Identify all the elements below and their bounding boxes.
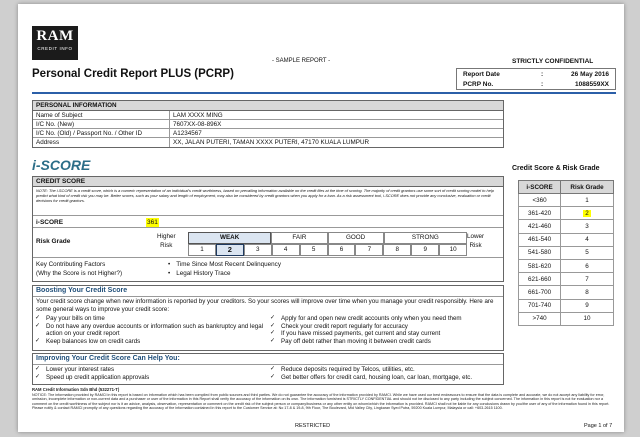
risk-grade-cell: 5 [300,244,328,256]
key-factor-item: • Legal History Trace [168,270,281,279]
improving-benefit: ✓ Speed up credit application approvals [33,374,268,382]
grade-table-grade: 4 [561,233,614,246]
key-factors-label: Key Contributing Factors (Why the Score is not Higher?) [36,261,123,277]
lower-risk-word: Risk [469,242,482,249]
higher-risk-word: Higher [157,233,176,240]
personal-information-heading: PERSONAL INFORMATION [33,101,503,111]
improving-benefits-right [268,366,503,381]
personal-info-row [33,111,503,120]
risk-band-strong: STRONG [384,232,467,244]
grade-table-score: <360 [519,194,561,207]
grade-table-row [519,194,614,207]
score-grade-table [518,180,614,326]
risk-grade-cell: 7 [355,244,383,256]
report-title: Personal Credit Report PLUS (PCRP) [32,68,234,80]
boosting-heading: Boosting Your Credit Score [33,286,503,297]
grade-table-score: 461-540 [519,233,561,246]
grade-table-row [519,233,614,246]
improving-benefits-left [33,366,268,381]
grade-table-grade: 8 [561,286,614,299]
restricted-label: RESTRICTED [295,423,331,429]
grade-table-grade: 10 [561,312,614,325]
grade-table-row [519,207,614,220]
selected-grade-highlight: 2 [585,209,589,217]
boosting-tip: ✓ Keep balances low on credit cards [33,338,268,346]
improving-benefit: ✓ Lower your interest rates [33,366,268,374]
footer-company: RAM Credit Information Sdn Bhd (532271-T) [32,387,120,392]
meta-row [457,69,615,79]
personal-info-key: Address [33,138,170,147]
lower-risk-word: Lower [467,233,485,240]
personal-info-key: I/C No. (New) [33,120,170,128]
grade-table-grade [561,207,614,220]
risk-grade-cell: 8 [383,244,411,256]
grade-table-title: Credit Score & Risk Grade [512,165,600,172]
grade-table-score: 361-420 [519,207,561,220]
risk-grade-cell: 1 [188,244,216,256]
footer-notice [32,388,616,411]
boosting-tip: ✓ Check your credit report regularly for accuracy [268,323,503,331]
grade-table-score: 581-620 [519,259,561,272]
footer-notice-text: NOTICE: The information provided by RAMCI in this report is based on information which has been compiled from public sources and third parties. We do not guarantee the accuracy of the information provided by RAMCI. While we have used our best endeavours to ensure that the data is complete and accurate, we do not accept any liability for error, omission, incomplete information or non-current data and a purchaser or user of the information in this Report shall verify the accuracy of the information on its own. The information furnished is STRICTLY CONFIDENTIAL and should not be disclosed to any party including the subject concerned. The information in this report is not for evaluation nor a comment on the credit worthiness of the subject nor is it an advice, analysis, observation, representation or comment on the credit risk of the subject person or company/business or any other entity on whom/which the information is provided. RAMCI shall not be liable for any conclusions drawn by you/the user of any of the information found in this report. Please notify & contact RAMCI promptly of any questions regarding the accuracy of the information contained in this report to the Customer Service at: No 17-8 & 19-8, 9th Floor, The Boulevard, Mid Valley City, Lingkaran Syed Putra, 59200 Kuala Lumpur, Malaysia or call: +603-2615 1100. [32,392,610,411]
key-factors-list [168,261,281,278]
meta-value: 26 May 2016 [571,70,609,78]
grade-table-row [519,312,614,325]
credit-score-heading: CREDIT SCORE [33,177,503,187]
grade-table-grade: 9 [561,299,614,312]
page-number: Page 1 of 7 [584,423,613,429]
credit-score-note: NOTE: The i-SCORE is a credit score, which is a numeric representation of an individual's credit worthiness, based on prevailing information available on the credit files at the time of scoring. The majority of credit grantors use some sort of credit scoring model to help predict what kind of credit risk you may be. Better scores, such as your salary and length of employment, may also be considered by credit grantors when you apply for a loan. As a risk assessment tool, i-SCORE does not provide any conclusive, evaluation or credit decisions for credit grantors. [33,187,503,216]
risk-grade-cell: 10 [439,244,467,256]
grade-table-score: 541-580 [519,246,561,259]
meta-value: 1088559XX [575,80,609,88]
higher-risk-label [157,232,176,250]
risk-grade-cell: 3 [244,244,272,256]
personal-info-row [33,120,503,129]
iscore-row [33,217,503,228]
boosting-tips-right [268,315,503,345]
risk-band-fair: FAIR [271,232,327,244]
personal-info-key: Name of Subject [33,111,170,119]
grade-table-score: 701-740 [519,299,561,312]
boosting-tip: ✓ Apply for and open new credit accounts only when you need them [268,315,503,323]
risk-grade-cell: 9 [411,244,439,256]
report-page [18,4,624,432]
selected-risk-grade: 2 [216,244,244,256]
higher-risk-word: Risk [160,242,173,249]
personal-information-table [32,100,504,148]
personal-info-row [33,129,503,138]
personal-info-value: 7607XX-08-896X [173,121,222,128]
grade-table-score: 421-460 [519,220,561,233]
risk-grade-cell: 4 [272,244,300,256]
improving-benefit: ✓ Reduce deposits required by Telcos, utilities, etc. [268,366,503,374]
personal-info-value: XX, JALAN PUTERI, TAMAN XXXX PUTERI, 47170 KUALA LUMPUR [173,139,370,146]
header-divider [32,92,616,94]
meta-sep: : [541,80,544,88]
grade-table-row [519,299,614,312]
meta-key: PCRP No. [463,80,494,88]
grade-table-score: 621-660 [519,273,561,286]
confidential-label: STRICTLY CONFIDENTIAL [512,58,594,65]
grade-table-row [519,259,614,272]
lower-risk-label [467,232,484,250]
boosting-tip: ✓ If you have missed payments, get current and stay current [268,330,503,338]
risk-grade-row [33,228,503,258]
grade-table-header-score: i-SCORE [519,181,561,194]
risk-grade-cell: 6 [328,244,356,256]
grade-table-grade: 7 [561,273,614,286]
key-factor-item: • Time Since Most Recent Delinquency [168,261,281,270]
grade-table-row [519,286,614,299]
grade-table-row [519,220,614,233]
meta-sep: : [541,70,544,78]
risk-band-good: GOOD [328,232,384,244]
improving-benefit: ✓ Get better offers for credit card, housing loan, car loan, mortgage, etc. [268,374,503,382]
boosting-tip: ✓ Pay off debt rather than moving it between credit cards [268,338,503,346]
grade-table-row [519,273,614,286]
personal-info-key: I/C No. (Old) / Passport No. / Other ID [33,129,170,137]
meta-key: Report Date [463,70,500,78]
risk-grade-label: Risk Grade [36,238,71,245]
boosting-tip: ✓ Pay your bills on time [33,315,268,323]
grade-table-row [519,246,614,259]
personal-info-row [33,138,503,147]
iscore-label: i-SCORE [36,219,64,226]
report-meta [456,68,616,90]
grade-table-grade: 5 [561,246,614,259]
grade-table-score: >740 [519,312,561,325]
risk-grade-scale [188,232,467,256]
grade-table-grade: 6 [561,259,614,272]
grade-table-header-grade: Risk Grade [561,181,614,194]
personal-info-value: A1234567 [173,130,202,137]
boosting-credit-score-box [32,285,504,351]
iscore-logo: i-SCORE [32,157,91,173]
grade-table-grade: 1 [561,194,614,207]
risk-band-weak: WEAK [188,232,271,244]
improving-heading: Improving Your Credit Score Can Help You: [33,354,503,365]
boosting-tips-left [33,315,268,345]
boosting-intro: Your credit score change when new information is reported by your creditors. So your scores will improve over time when you manage your credit responsibly. Here are some general ways to improve your credit score: [36,298,494,313]
sample-report-label: - SAMPLE REPORT - [272,58,331,64]
personal-info-value: LAM XXXX MING [173,112,223,119]
iscore-value: 361 [147,219,158,226]
credit-score-section [32,176,504,282]
grade-table-score: 661-700 [519,286,561,299]
grade-table-grade: 3 [561,220,614,233]
meta-row [457,79,615,89]
improving-credit-score-box [32,353,504,385]
ram-logo: RAM CREDIT INFO [32,26,78,60]
boosting-tip: ✓ Do not have any overdue accounts or information such as bankruptcy and legal action on your credit report [33,323,268,338]
